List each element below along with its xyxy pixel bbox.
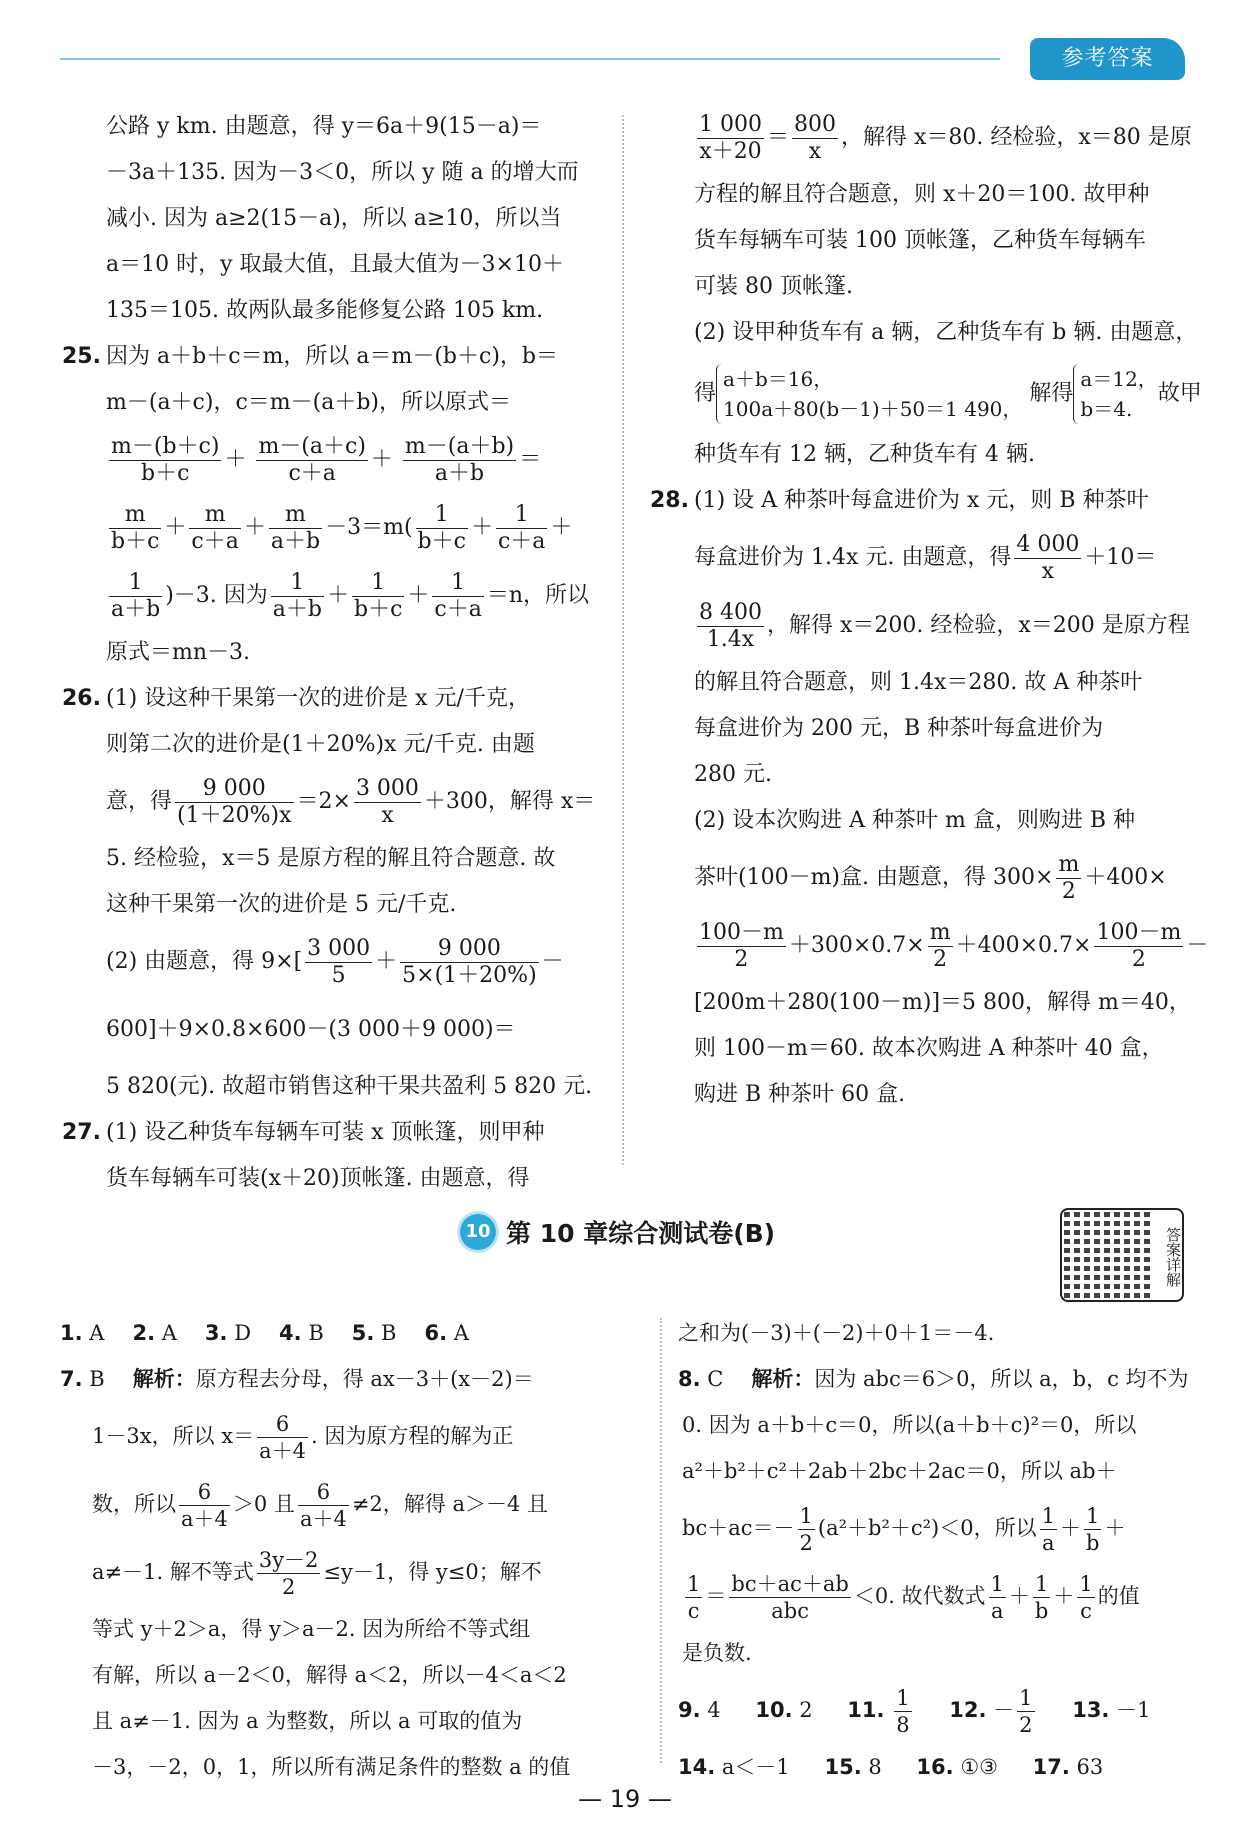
column-divider <box>622 115 624 1165</box>
fraction: $\frac{bc+ac+ab}{\text{abc}}$ <box>731 1572 849 1623</box>
left-column-top <box>62 104 606 1202</box>
answer-choice: B <box>308 1321 324 1345</box>
text-line: 这种干果第一次的进价是 5 元/千克. <box>106 892 457 917</box>
text-line: (1) 设乙种货车每辆车可装 x 顶帐篷，则甲种 <box>106 1120 545 1145</box>
system-line: 得 a＋b＝16， 100a＋80(b－1)＋50＝1 490， 解得 a＝12， b＝4. 故甲 <box>694 356 1194 432</box>
formula-line: $\frac{1}{c}$ ＝ $\frac{bc+ac+ab}{\text{abc}}$ ＜0. 故代数式 $\frac{1}{a}$ ＋ $\frac{1}{b}$ ＋ $\frac{1}{c}$ 的值 <box>687 1572 1140 1623</box>
answer-choice: D <box>234 1321 252 1345</box>
formula-line: a≠－1. 解不等式 $\frac{3y-2}{2}$ ≤y－1，得 y≤0；解不 <box>92 1548 542 1599</box>
question-number-28: 28. <box>650 488 689 513</box>
text-line: 280 元. <box>694 762 772 787</box>
text-line: 600]＋9×0.8×600－(3 000＋9 000)＝ <box>106 1017 516 1042</box>
text-line: m－(a＋c)，c＝m－(a＋b)，所以原式＝ <box>106 390 512 415</box>
answer-choice: A <box>161 1321 177 1345</box>
text-line: 且 a≠－1. 因为 a 为整数，所以 a 可取的值为 <box>92 1709 523 1733</box>
fraction: $\frac{3y-2}{2}$ <box>258 1548 319 1599</box>
fraction: $\frac{m}{2}$ <box>1058 851 1080 904</box>
fraction: $\frac{100-m}{2}$ <box>699 919 784 972</box>
text-line: (1) 设这种干果第一次的进价是 x 元/千克， <box>106 686 530 711</box>
text-line: 有解，所以 a－2＜0，解得 a＜2，所以－4＜a＜2 <box>92 1663 567 1687</box>
fraction: $\frac{m}{a+b}$ <box>270 501 321 554</box>
fraction: $\frac{6}{a+4}$ <box>299 1480 347 1531</box>
text-line: 购进 B 种茶叶 60 盒. <box>694 1082 906 1107</box>
text-line: 因为 a＋b＋c＝m，所以 a＝m－(b＋c)，b＝ <box>106 344 558 369</box>
text-line: 则第二次的进价是(1＋20%)x 元/千克. 由题 <box>106 732 535 757</box>
text-line: 则 100－m＝60. 故本次购进 A 种茶叶 40 盒， <box>694 1036 1164 1061</box>
text-line: 等式 y＋2＞a，得 y＞a－2. 因为所给不等式组 <box>92 1617 531 1641</box>
answers-row <box>60 1310 620 1356</box>
section-title <box>460 1214 775 1250</box>
text-line: 5 820(元). 故超市销售这种干果共盈利 5 820 元. <box>106 1074 593 1099</box>
fraction: $\frac{1 000}{x+20}$ <box>699 111 762 164</box>
text-line: [200m＋280(100－m)]＝5 800，解得 m＝40， <box>694 990 1191 1015</box>
fraction: $\frac{1}{c}$ <box>1079 1572 1093 1623</box>
fraction: $\frac{4 000}{x}$ <box>1016 531 1080 584</box>
fraction: $\frac{1}{b+c}$ <box>354 569 403 622</box>
text-line: 是负数. <box>682 1641 752 1665</box>
fraction: $\frac{1}{b}$ <box>1085 1504 1100 1555</box>
text-line: 每盒进价为 200 元，B 种茶叶每盒进价为 <box>694 716 1104 741</box>
text-line: 减小. 因为 a≥2(15－a)，所以 a≥10，所以当 <box>106 206 562 231</box>
text-line: 的解且符合题意，则 1.4x＝280. 故 A 种茶叶 <box>694 670 1143 695</box>
text-line: 5. 经检验，x＝5 是原方程的解且符合题意. 故 <box>106 846 556 871</box>
answer-number: 6. <box>424 1321 448 1345</box>
formula-line: (2) 由题意，得 9×[ $\frac{3 000}{5}$ ＋ $\frac{9 000}{5\times(1+20\%)}$ － <box>106 935 564 988</box>
answer-number: 3. <box>204 1321 228 1345</box>
text-line: 可装 80 顶帐篷. <box>694 274 853 299</box>
fraction: $\frac{1}{2}$ <box>1019 1686 1033 1737</box>
text-line: 之和为(－3)＋(－2)＋0＋1＝－4. <box>678 1321 995 1345</box>
answer-number: 4. <box>279 1321 302 1345</box>
formula-line: $\frac{8 400}{1.4x}$ ，解得 x＝200. 经检验，x＝200 是原方程 <box>699 599 1190 652</box>
equation-system: a＝12， b＝4. <box>1073 364 1157 424</box>
fraction: $\frac{3 000}{5}$ <box>307 935 371 988</box>
fraction: $\frac{m}{c+a}$ <box>191 501 239 554</box>
fraction: $\frac{m-(a+b)}{a+b}$ <box>404 433 515 486</box>
fraction: $\frac{1}{2}$ <box>799 1504 813 1555</box>
fraction: $\frac{m}{2}$ <box>929 919 951 972</box>
fraction: $\frac{1}{c+a}$ <box>497 501 546 554</box>
text-line: (2) 设本次购进 A 种茶叶 m 盒，则购进 B 种 <box>694 808 1136 833</box>
qr-label: 答案详解 <box>1164 1227 1182 1287</box>
formula-line: bc＋ac＝－ $\frac{1}{2}$ (a²＋b²＋c²)＜0，所以 $\frac{1}{a}$ ＋ $\frac{1}{b}$ ＋ <box>682 1504 1126 1555</box>
fraction: $\frac{m}{b+c}$ <box>111 501 160 554</box>
question-number-26: 26. <box>62 686 101 711</box>
fraction: $\frac{1}{b}$ <box>1034 1572 1049 1623</box>
answer-key-badge: 参考答案 <box>1030 38 1185 80</box>
text-line: a＝10 时，y 取最大值，且最大值为－3×10＋ <box>106 252 564 277</box>
fraction: $\frac{800}{x}$ <box>794 111 836 164</box>
fraction: $\frac{3 000}{x}$ <box>355 775 419 828</box>
text-line: 方程的解且符合题意，则 x＋20＝100. 故甲种 <box>694 182 1150 207</box>
column-divider <box>660 1318 662 1763</box>
fraction: $\frac{100-m}{2}$ <box>1096 919 1182 972</box>
text-line: 货车每辆车可装(x＋20)顶帐篷. 由题意，得 <box>106 1166 530 1191</box>
text-line: 货车每辆车可装 100 顶帐篷，乙种货车每辆车 <box>694 228 1146 253</box>
fraction: $\frac{1}{a+b}$ <box>111 569 161 622</box>
answers-row: 9. 4 10. 2 11. $\frac{1}{8}$ 12. － $\frac{1}{2}$ 13. －1 <box>678 1686 1151 1737</box>
text-line: －3，－2，0，1，所以所有满足条件的整数 a 的值 <box>92 1755 571 1779</box>
fraction: $\frac{1}{a}$ <box>1041 1504 1055 1555</box>
text-line: (2) 设甲种货车有 a 辆，乙种货车有 b 辆. 由题意， <box>694 320 1198 345</box>
answer-number: 2. <box>132 1321 156 1345</box>
equation-system: a＋b＝16， 100a＋80(b－1)＋50＝1 490， <box>716 364 1022 424</box>
fraction: $\frac{9 000}{5\times(1+20\%)}$ <box>402 935 537 988</box>
fraction: $\frac{8 400}{1.4x}$ <box>699 599 762 652</box>
answer-choice: A <box>453 1321 469 1345</box>
question-number-27: 27. <box>62 1120 101 1145</box>
right-column-bottom: 之和为(－3)＋(－2)＋0＋1＝－4. 8. C 解析：因为 abc＝6＞0，所以 a，b，c 均不为 0. 因为 a＋b＋c＝0，所以(a＋b＋c)²＝0，所以 a²＋b²＋c²＋2ab＋2bc＋2ac＝0，所以 ab＋ bc＋ac＝－ $\frac{1}{2}$ (a²＋b²＋c²)＜0，所以 $\frac{1}{a}$ ＋ $\frac{1}{b}$ ＋ $\frac{1}{c}$ ＝ $\frac{bc+ac+ab}{\text{abc}}$ ＜0. 故代数式 $\frac{1}{a}$ ＋ $\frac{1}{b}$ ＋ $\frac{1}{c}$ 的值 是负数. 9. 4 10. 2 11. $\frac{1}{8}$ 12. － $\frac{1}{2}$ 13. －1 14. a＜－1 15. 8 16. ①③ 17. 63 <box>678 1310 1198 1790</box>
section-title-text: 第 10 章综合测试卷(B) <box>506 1219 776 1248</box>
formula-line: 意，得 $\frac{9 000}{(1+20\%)x}$ ＝2× $\frac{3 000}{x}$ ＋300，解得 x＝ <box>106 775 596 828</box>
chapter-number-icon: 10 <box>460 1214 496 1250</box>
formula-line: $\frac{m-(b+c)}{b+c}$ ＋ $\frac{m-(a+c)}{c+a}$ ＋ $\frac{m-(a+b)}{a+b}$ ＝ <box>111 433 542 486</box>
text-line: 135＝105. 故两队最多能修复公路 105 km. <box>106 298 544 323</box>
formula-line: $\frac{m}{b+c}$ ＋ $\frac{m}{c+a}$ ＋ $\frac{m}{a+b}$ －3＝m( $\frac{1}{b+c}$ ＋ $\frac{1}{c+a}$ ＋ <box>111 501 573 554</box>
formula-line: 数，所以 $\frac{6}{a+4}$ ＞0 且 $\frac{6}{a+4}$ ≠2，解得 a＞－4 且 <box>92 1480 549 1531</box>
header-rule <box>60 58 1000 60</box>
answers-row: 14. a＜－1 15. 8 16. ①③ 17. 63 <box>678 1755 1104 1779</box>
right-column-top <box>650 104 1209 1118</box>
formula-line: $\frac{100-m}{2}$ ＋300×0.7× $\frac{m}{2}$ ＋400×0.7× $\frac{100-m}{2}$ － <box>699 919 1209 972</box>
fraction: $\frac{9 000}{(1+20\%)x}$ <box>177 775 292 828</box>
answer-choice: A <box>89 1321 105 1345</box>
fraction: $\frac{1}{c+a}$ <box>434 569 482 622</box>
text-line: a²＋b²＋c²＋2ab＋2bc＋2ac＝0，所以 ab＋ <box>682 1459 1117 1483</box>
fraction: $\frac{1}{c}$ <box>687 1572 701 1623</box>
text-line: 原式＝mn－3. <box>106 640 251 665</box>
left-column-bottom: 1. A 2. A 3. D 4. B 5. B 6. A 7. B 解析：原方程去分母，得 ax－3＋(x－2)＝ 1－3x，所以 x＝ $\frac{6}{a+4}$ . 因为原方程的解为正 数，所以 $\frac{6}{a+4}$ ＞0 且 $\frac{6}{a+4}$ ≠2，解得 a＞－4 且 a≠－1. 解不等式 $\frac{3y-2}{2}$ ≤y－1，得 y≤0；解不 等式 y＋2＞a，得 y＞a－2. 因为所给不等式组 有解，所以 a－2＜0，解得 a＜2，所以－4＜a＜2 且 a≠－1. 因为 a 为整数，所以 a 可取的值为 －3，－2，0，1，所以所有满足条件的整数 a 的值 <box>60 1310 620 1790</box>
formula-line: 每盒进价为 1.4x 元. 由题意，得 $\frac{4 000}{x}$ ＋10＝ <box>694 531 1157 584</box>
formula-line: 1－3x，所以 x＝ $\frac{6}{a+4}$ . 因为原方程的解为正 <box>92 1412 514 1463</box>
fraction: $\frac{1}{8}$ <box>896 1686 910 1737</box>
fraction: $\frac{1}{a+b}$ <box>272 569 322 622</box>
text-line: 种货车有 12 辆，乙种货车有 4 辆. <box>694 442 1035 467</box>
page-number: — 19 — <box>578 1785 672 1813</box>
qr-code[interactable] <box>1060 1208 1184 1302</box>
fraction: $\frac{m-(a+c)}{c+a}$ <box>258 433 366 486</box>
fraction: $\frac{1}{b+c}$ <box>417 501 466 554</box>
answer-choice: B <box>381 1321 397 1345</box>
formula-line: $\frac{1 000}{x+20}$ ＝ $\frac{800}{x}$ ，解得 x＝80. 经检验，x＝80 是原 <box>699 111 1192 164</box>
answer-number: 5. <box>351 1321 375 1345</box>
qr-code-icon <box>1064 1212 1150 1298</box>
fraction: $\frac{1}{a}$ <box>990 1572 1004 1623</box>
formula-line: 茶叶(100－m)盒. 由题意，得 300× $\frac{m}{2}$ ＋400× <box>694 851 1167 904</box>
text-line: (1) 设 A 种茶叶每盒进价为 x 元，则 B 种茶叶 <box>694 488 1149 513</box>
answer-number: 1. <box>60 1321 83 1345</box>
fraction: $\frac{6}{a+4}$ <box>181 1480 228 1531</box>
fraction: $\frac{m-(b+c)}{b+c}$ <box>111 433 220 486</box>
text-line: 0. 因为 a＋b＋c＝0，所以(a＋b＋c)²＝0，所以 <box>682 1413 1137 1437</box>
text-line: －3a＋135. 因为－3＜0，所以 y 随 a 的增大而 <box>106 160 579 185</box>
fraction: $\frac{6}{a+4}$ <box>259 1412 306 1463</box>
text-line: 公路 y km. 由题意，得 y＝6a＋9(15－a)＝ <box>106 114 542 139</box>
formula-line: $\frac{1}{a+b}$ )－3. 因为 $\frac{1}{a+b}$ ＋ $\frac{1}{b+c}$ ＋ $\frac{1}{c+a}$ ＝n，所以 <box>111 569 590 622</box>
question-number-25: 25. <box>62 344 101 369</box>
